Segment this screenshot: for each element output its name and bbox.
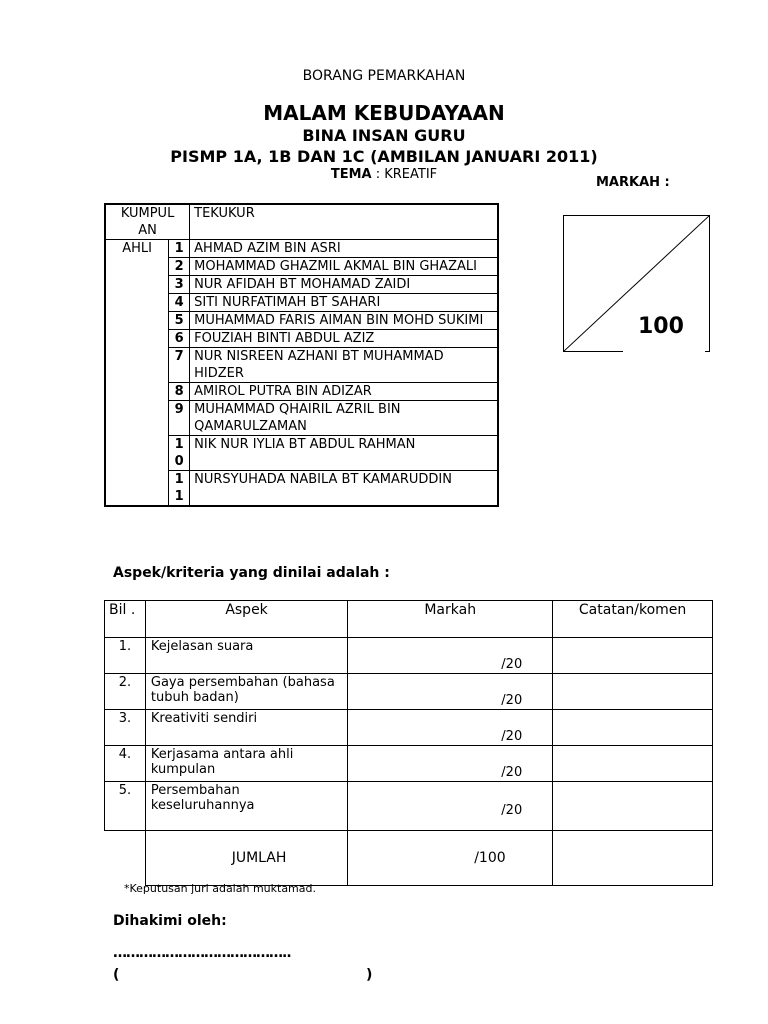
member-number: 5	[169, 312, 190, 330]
criteria-aspek: Gaya persembahan (bahasa tubuh badan)	[145, 674, 347, 710]
criteria-row	[105, 710, 713, 746]
group-header: KUMPUL AN	[105, 204, 190, 240]
criteria-bil: 1.	[105, 638, 146, 674]
criteria-markah[interactable]: /20	[348, 710, 553, 746]
members-header-row	[105, 204, 498, 240]
aspek-header: Aspek	[145, 601, 347, 638]
footnote: *Keputusan juri adalah muktamad.	[124, 882, 316, 895]
criteria-catatan[interactable]	[553, 674, 713, 710]
member-number: 4	[169, 294, 190, 312]
member-name: MUHAMMAD QHAIRIL AZRIL BIN QAMARULZAMAN	[190, 401, 498, 436]
criteria-aspek: Kejelasan suara	[145, 638, 347, 674]
criteria-catatan[interactable]	[553, 638, 713, 674]
markah-header: Markah	[348, 601, 553, 638]
score-box	[563, 215, 710, 352]
member-name: MUHAMMAD FARIS AIMAN BIN MOHD SUKIMI	[190, 312, 498, 330]
member-name: AMIROL PUTRA BIN ADIZAR	[190, 383, 498, 401]
judged-by-label: Dihakimi oleh:	[113, 913, 227, 929]
page-title: MALAM KEBUDAYAAN	[263, 101, 505, 125]
subtitle-program: BINA INSAN GURU	[302, 126, 466, 145]
member-name: NUR NISREEN AZHANI BT MUHAMMAD HIDZER	[190, 348, 498, 383]
criteria-row	[105, 782, 713, 831]
member-name: NUR AFIDAH BT MOHAMAD ZAIDI	[190, 276, 498, 294]
total-blank	[105, 831, 146, 886]
member-number: 10	[169, 436, 190, 471]
criteria-aspek: Kreativiti sendiri	[145, 710, 347, 746]
criteria-bil: 2.	[105, 674, 146, 710]
member-number: 6	[169, 330, 190, 348]
criteria-bil: 5.	[105, 782, 146, 831]
signature-line[interactable]: …………………………………..	[113, 945, 291, 961]
total-label: JUMLAH	[145, 831, 347, 886]
member-name: SITI NURFATIMAH BT SAHARI	[190, 294, 498, 312]
name-paren-close: )	[366, 967, 373, 983]
members-table	[104, 203, 499, 507]
member-number: 8	[169, 383, 190, 401]
criteria-catatan[interactable]	[553, 782, 713, 831]
member-name: FOUZIAH BINTI ABDUL AZIZ	[190, 330, 498, 348]
criteria-heading: Aspek/kriteria yang dinilai adalah :	[113, 565, 390, 581]
criteria-row	[105, 638, 713, 674]
member-number: 11	[169, 471, 190, 507]
subtitle-classes: PISMP 1A, 1B DAN 1C (AMBILAN JANUARI 2011)	[170, 147, 598, 166]
bil-header: Bil .	[105, 601, 146, 638]
criteria-catatan[interactable]	[553, 746, 713, 782]
member-number: 1	[169, 240, 190, 258]
member-number: 9	[169, 401, 190, 436]
criteria-bil: 4.	[105, 746, 146, 782]
name-paren-open: (	[113, 967, 120, 983]
ahli-label: AHLI	[105, 240, 169, 507]
criteria-table	[104, 600, 713, 886]
score-total: 100	[638, 314, 684, 339]
criteria-markah[interactable]: /20	[348, 674, 553, 710]
theme-label: TEMA	[330, 167, 372, 182]
theme-value: : KREATIF	[371, 167, 438, 182]
form-label: BORANG PEMARKAHAN	[302, 68, 466, 84]
member-name: MOHAMMAD GHAZMIL AKMAL BIN GHAZALI	[190, 258, 498, 276]
member-number: 7	[169, 348, 190, 383]
member-number: 3	[169, 276, 190, 294]
criteria-markah[interactable]: /20	[348, 782, 553, 831]
criteria-bil: 3.	[105, 710, 146, 746]
score-label: MARKAH :	[596, 175, 670, 190]
tekukur-header: TEKUKUR	[190, 204, 498, 240]
member-name: AHMAD AZIM BIN ASRI	[190, 240, 498, 258]
member-name: NIK NUR IYLIA BT ABDUL RAHMAN	[190, 436, 498, 471]
criteria-row	[105, 746, 713, 782]
total-markah[interactable]: /100	[348, 831, 553, 886]
member-row	[105, 240, 498, 258]
criteria-aspek: Persembahan keseluruhannya	[145, 782, 347, 831]
criteria-row	[105, 674, 713, 710]
criteria-header-row	[105, 601, 713, 638]
member-name: NURSYUHADA NABILA BT KAMARUDDIN	[190, 471, 498, 507]
criteria-markah[interactable]: /20	[348, 638, 553, 674]
member-number: 2	[169, 258, 190, 276]
criteria-aspek: Kerjasama antara ahli kumpulan	[145, 746, 347, 782]
criteria-markah[interactable]: /20	[348, 746, 553, 782]
criteria-catatan[interactable]	[553, 710, 713, 746]
total-row	[105, 831, 713, 886]
catatan-header: Catatan/komen	[553, 601, 713, 638]
total-catatan[interactable]	[553, 831, 713, 886]
